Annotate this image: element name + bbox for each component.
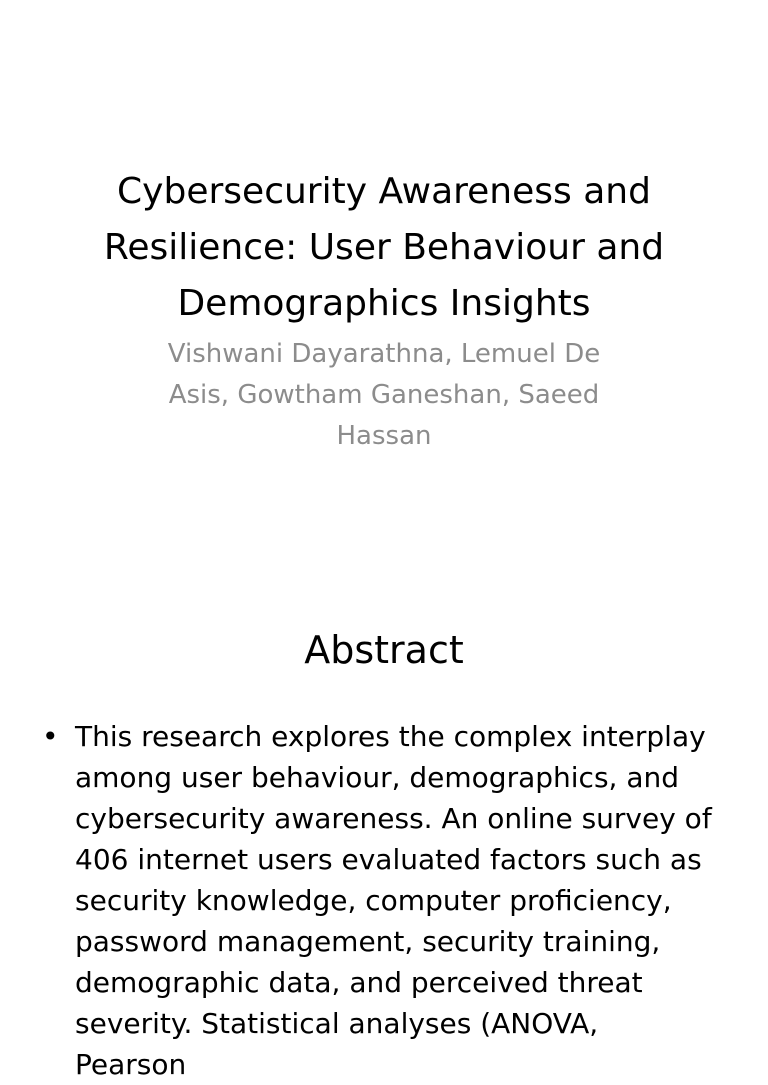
authors-subtitle: Vishwani Dayarathna, Lemuel De Asis, Gowtham Ganeshan, Saeed Hassan [167, 339, 601, 451]
abstract-bullet-list [0, 716, 768, 1085]
presentation-title: Cybersecurity Awareness and Resilience: User Behaviour and Demographics Insights [103, 171, 665, 324]
abstract-slide [0, 576, 768, 1081]
abstract-heading: Abstract [304, 628, 464, 672]
abstract-bullet [0, 716, 768, 1085]
abstract-bullet-text: This research explores the complex interplay among user behaviour, demographics, and cybersecurity awareness. An online survey of 406 internet users evaluated factors such as security knowledge, computer proficiency, password management, security training, demographic data, and perceived threat severity. Statistical analyses (ANOVA, Pearson [75, 720, 712, 1081]
bullet-point-icon: • [42, 720, 59, 753]
